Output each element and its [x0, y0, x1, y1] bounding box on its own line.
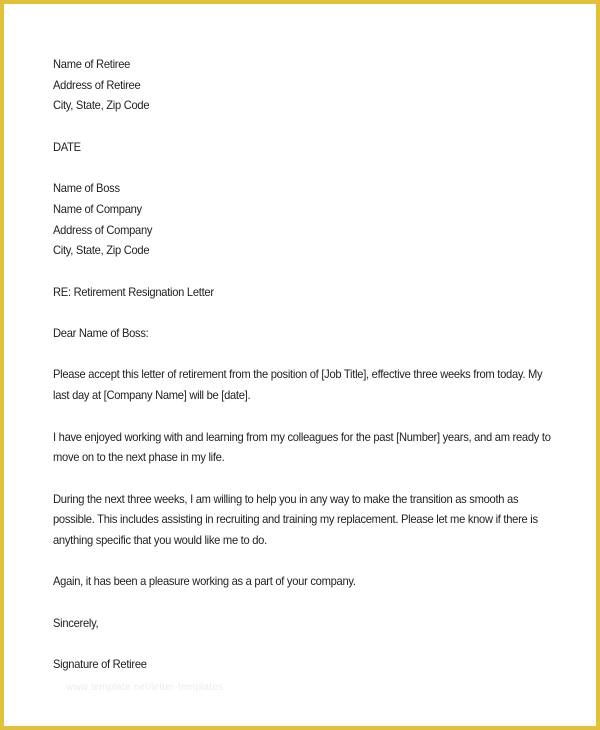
- signature: Signature of Retiree: [53, 657, 147, 672]
- letter-date: DATE: [53, 139, 81, 154]
- sender-city: City, State, Zip Code: [53, 98, 150, 113]
- recipient-company: Name of Company: [53, 201, 142, 216]
- letter-body: [53, 54, 551, 675]
- paragraph-2: [53, 427, 551, 468]
- paragraph-line: move on to the next phase in my life.: [53, 450, 225, 465]
- paragraph-line: During the next three weeks, I am willing to help you in any way to make the transition as smooth as: [53, 491, 519, 506]
- recipient-city: City, State, Zip Code: [53, 243, 150, 258]
- watermark: www.template.net/letter-templates: [66, 682, 224, 693]
- paragraph-line: possible. This includes assisting in recruiting and training my replacement. Please let me know if there is: [53, 512, 538, 527]
- paragraph-line: anything specific that you would like me to do.: [53, 533, 267, 548]
- paragraph-line: Again, it has been a pleasure working as a part of your company.: [53, 574, 356, 589]
- paragraph-3: [53, 489, 551, 551]
- closing: Sincerely,: [53, 615, 99, 630]
- sender-block: [53, 54, 551, 116]
- recipient-block: [53, 178, 551, 261]
- paragraph-1: [53, 364, 551, 405]
- recipient-address: Address of Company: [53, 222, 153, 237]
- paragraph-line: last day at [Company Name] will be [date].: [53, 388, 251, 403]
- paragraph-4: [53, 571, 551, 592]
- paragraph-line: Please accept this letter of retirement from the position of [Job Title], effective three weeks from today. My: [53, 367, 543, 382]
- subject-line: RE: Retirement Resignation Letter: [53, 284, 214, 299]
- paragraph-line: I have enjoyed working with and learning from my colleagues for the past [Number] years, and am ready to: [53, 429, 551, 444]
- salutation: Dear Name of Boss:: [53, 326, 149, 341]
- recipient-name: Name of Boss: [53, 181, 120, 196]
- sender-name: Name of Retiree: [53, 57, 131, 71]
- sender-address: Address of Retiree: [53, 77, 141, 92]
